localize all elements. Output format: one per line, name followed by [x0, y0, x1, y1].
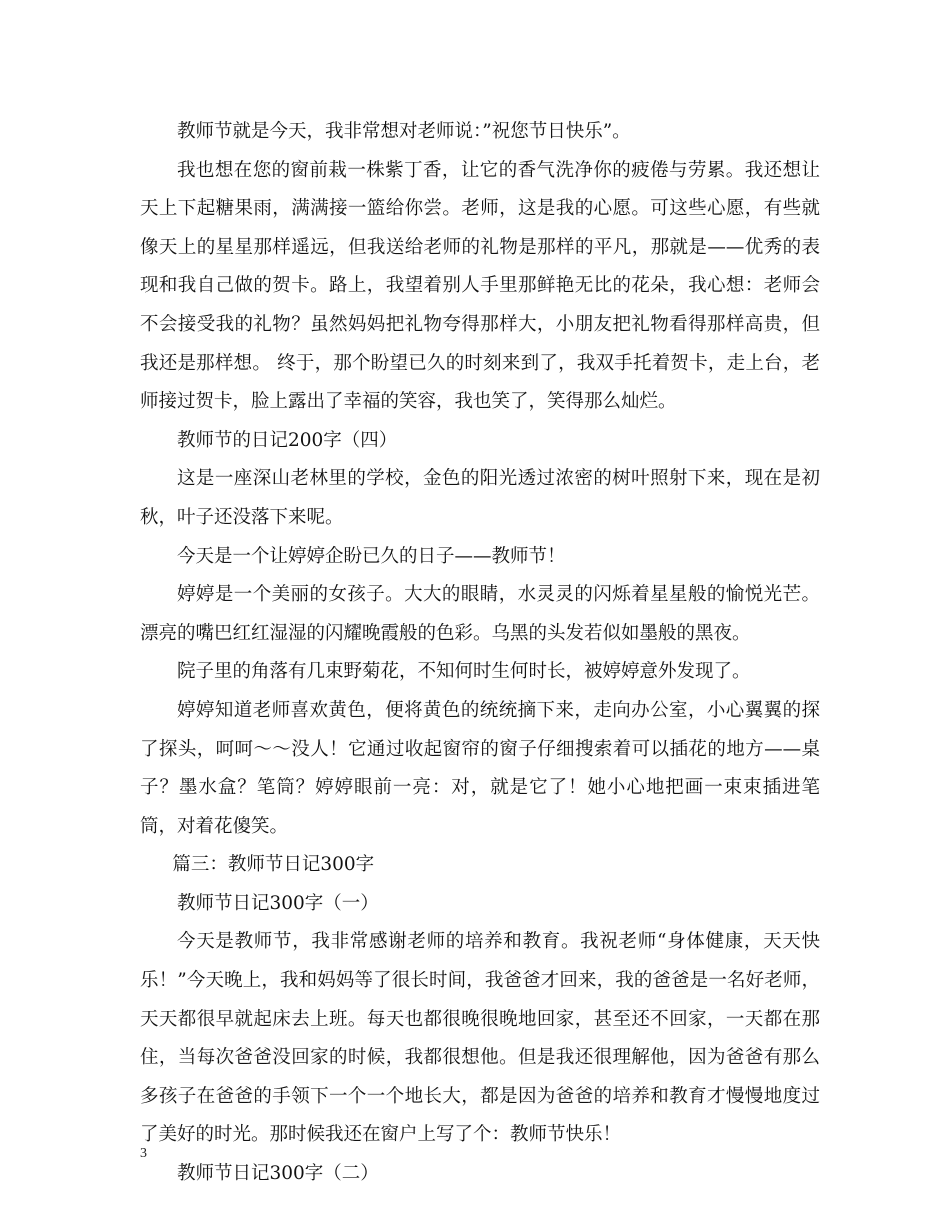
paragraph: 我也想在您的窗前栽一株紫丁香，让它的香气洗净你的疲倦与劳累。我还想让天上下起糖果雨，满满接一篮给你尝。老师，这是我的心愿。可这些心愿，有些就像天上的星星那样遥远，但我送给老师的礼物是那样的平凡，那就是——优秀的表现和我自己做的贺卡。路上，我望着别人手里那鲜艳无比的花朵，我心想：老师会不会接受我的礼物？虽然妈妈把礼物夸得那样大，小朋友把礼物看得那样高贵，但我还是那样想。 终于，那个盼望已久的时刻来到了，我双手托着贺卡，走上台，老师接过贺卡，脸上露出了幸福的笑容，我也笑了，笑得那么灿烂。 [140, 159, 820, 413]
paragraph: 婷婷是一个美丽的女孩子。大大的眼睛，水灵灵的闪烁着星星般的愉悦光芒。漂亮的嘴巴红红湿湿的闪耀晚霞般的色彩。乌黑的头发若似如墨般的黑夜。 [140, 584, 820, 644]
paragraph: 今天是一个让婷婷企盼已久的日子——教师节！ [177, 545, 566, 567]
chapter-heading: 篇三：教师节日记300字 [172, 854, 375, 876]
section-heading: 教师节日记300字（二） [177, 1163, 379, 1185]
paragraph: 今天是教师节，我非常感谢老师的培养和教育。我祝老师“身体健康，天天快乐！”今天晚上，我和妈妈等了很长时间，我爸爸才回来，我的爸爸是一名好老师，天天都很早就起床去上班。每天也都很晚很晚地回家，甚至还不回家，一天都在那住，当每次爸爸没回家的时候，我都很想他。但是我还很理解他，因为爸爸有那么多孩子在爸爸的手领下一个一个地长大，都是因为爸爸的培养和教育才慢慢地度过了美好的时光。那时候我还在窗户上写了个：教师节快乐！ [140, 931, 820, 1146]
section-heading: 教师节的日记200字（四） [177, 429, 398, 451]
document-body [140, 113, 820, 1194]
paragraph: 院子里的角落有几束野菊花，不知何时生何时长，被婷婷意外发现了。 [177, 661, 751, 683]
paragraph: 教师节就是今天，我非常想对老师说：”祝您节日快乐”。 [177, 121, 631, 142]
paragraph: 这是一座深山老林里的学校，金色的阳光透过浓密的树叶照射下来，现在是初秋，叶子还没落下来呢。 [140, 468, 820, 528]
page-number: 3 [140, 1146, 147, 1161]
section-heading: 教师节日记300字（一） [177, 892, 379, 914]
paragraph: 婷婷知道老师喜欢黄色，便将黄色的统统摘下来，走向办公室，小心翼翼的探了探头，呵呵～～没人！它通过收起窗帘的窗子仔细搜索着可以插花的地方——桌子？墨水盒？笔筒？婷婷眼前一亮：对，就是它了！她小心地把画一束束插进笔筒，对着花傻笑。 [140, 699, 820, 837]
